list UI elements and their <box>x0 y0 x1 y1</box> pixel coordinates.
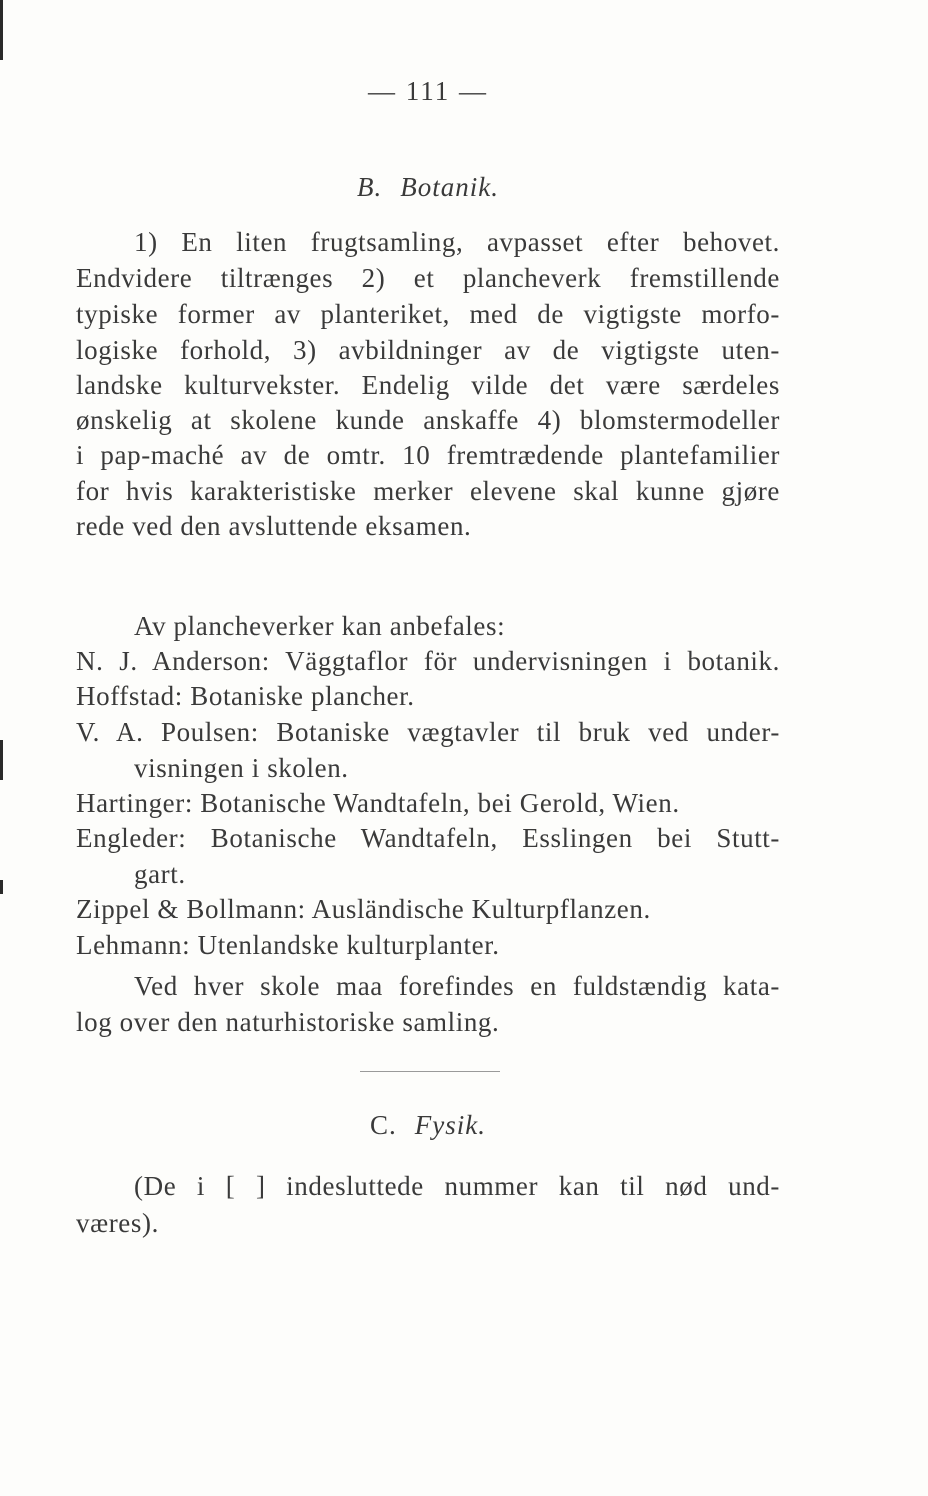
page-number: — 111 — <box>368 76 488 106</box>
note-line: (De i [ ] indesluttede nummer kan til nød und- <box>134 1171 780 1201</box>
reference-entry: Lehmann: Utenlandske kulturplanter. <box>76 930 500 960</box>
paragraph-line: typiske former av planteriket, med de vigtigste morfo- <box>76 299 780 329</box>
reference-entry: N. J. Anderson: Väggtaflor för undervisningen i botanik. <box>76 646 780 676</box>
section-heading-fysik <box>0 1110 856 1141</box>
section-title: Botanik. <box>400 172 499 202</box>
reference-entry: V. A. Poulsen: Botaniske vægtavler til bruk ved under- <box>76 717 780 747</box>
paragraph-line: ønskelig at skolene kunde anskaffe 4) blomstermodeller <box>76 405 780 435</box>
reference-entry: Hoffstad: Botaniske plancher. <box>76 681 415 711</box>
section-letter: C. <box>370 1110 397 1140</box>
scan-edge-mark <box>0 880 3 894</box>
paragraph-line: Endvidere tiltrænges 2) et plancheverk fremstillende <box>76 263 780 293</box>
scan-edge-mark <box>0 740 3 780</box>
reference-entry: gart. <box>134 859 186 889</box>
paragraph-line: 1) En liten frugtsamling, avpasset efter behovet. <box>134 227 780 257</box>
reference-entry: visningen i skolen. <box>134 753 349 783</box>
paragraph-line: for hvis karakteristiske merker elevene skal kunne gjøre <box>76 476 780 506</box>
section-title: Fysik. <box>414 1110 486 1140</box>
recommend-intro: Av plancheverker kan anbefales: <box>134 611 506 641</box>
section-letter: B. <box>357 172 383 202</box>
reference-entry: Zippel & Bollmann: Ausländische Kulturpflanzen. <box>76 894 651 924</box>
reference-entry: Hartinger: Botanische Wandtafeln, bei Gerold, Wien. <box>76 788 680 818</box>
scan-edge-mark <box>0 0 3 60</box>
paragraph-line: landske kulturvekster. Endelig vilde det være særdeles <box>76 370 780 400</box>
section-heading-botanik <box>0 172 856 203</box>
note-line: væres). <box>76 1208 159 1238</box>
catalog-line: Ved hver skole maa forefindes en fuldstændig kata- <box>134 971 780 1001</box>
catalog-line: log over den naturhistoriske samling. <box>76 1007 500 1037</box>
paragraph-line: i pap-maché av de omtr. 10 fremtrædende plantefamilier <box>76 440 780 470</box>
section-divider <box>360 1071 500 1072</box>
paragraph-line: logiske forhold, 3) avbildninger av de vigtigste uten- <box>76 335 780 365</box>
paragraph-line: rede ved den avsluttende eksamen. <box>76 511 472 541</box>
reference-entry: Engleder: Botanische Wandtafeln, Esslingen bei Stutt- <box>76 823 780 853</box>
